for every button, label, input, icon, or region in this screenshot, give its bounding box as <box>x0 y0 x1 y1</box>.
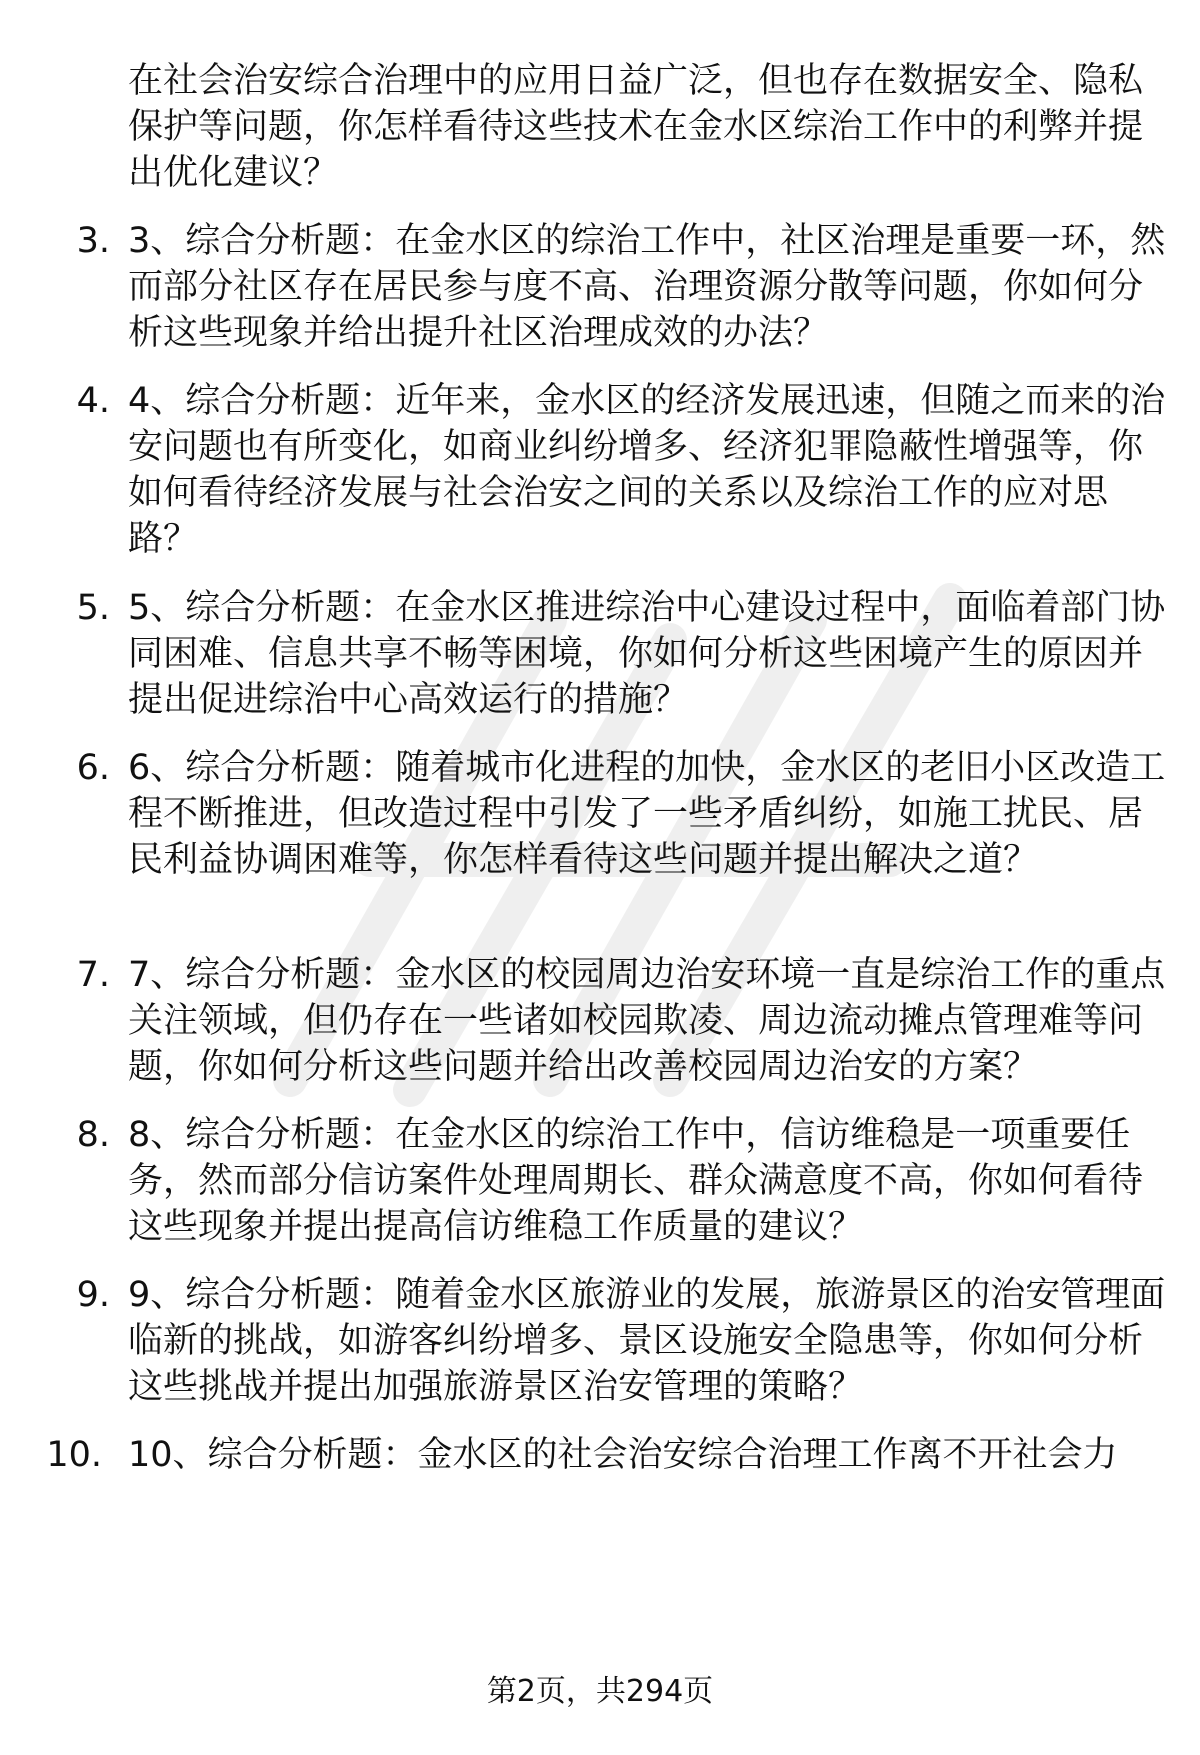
list-item-text: 8、综合分析题：在金水区的综治工作中，信访维稳是一项重要任务，然而部分信访案件处理周期长、群众满意度不高，你如何看待这些现象并提出提高信访维稳工作质量的建议？ <box>128 1115 1144 1247</box>
list-item-number: 6. <box>76 748 110 788</box>
list-item-number: 3. <box>76 221 110 261</box>
list-item-text: 7、综合分析题：金水区的校园周边治安环境一直是综治工作的重点关注领域，但仍存在一些诸如校园欺凌、周边流动摊点管理难等问题，你如何分析这些问题并给出改善校园周边治安的方案？ <box>128 955 1166 1087</box>
list-item-text: 6、综合分析题：随着城市化进程的加快，金水区的老旧小区改造工程不断推进，但改造过程中引发了一些矛盾纠纷，如施工扰民、居民利益协调困难等，你怎样看待这些问题并提出解决之道？ <box>128 748 1166 880</box>
list-item-number: 8. <box>76 1115 110 1155</box>
list-item-number: 10. <box>46 1435 102 1475</box>
list-item-number: 9. <box>76 1275 110 1315</box>
list-item-number: 7. <box>76 955 110 995</box>
list-item-text: 5、综合分析题：在金水区推进综治中心建设过程中，面临着部门协同困难、信息共享不畅等困境，你如何分析这些困境产生的原因并提出促进综治中心高效运行的措施？ <box>128 588 1166 720</box>
list-item-text: 4、综合分析题：近年来，金水区的经济发展迅速，但随之而来的治安问题也有所变化，如商业纠纷增多、经济犯罪隐蔽性增强等，你如何看待经济发展与社会治安之间的关系以及综治工作的应对思路？ <box>128 381 1166 559</box>
list-item-text: 10、综合分析题：金水区的社会治安综合治理工作离不开社会力 <box>128 1435 1118 1475</box>
list-item-text: 9、综合分析题：随着金水区旅游业的发展，旅游景区的治安管理面临新的挑战，如游客纠纷增多、景区设施安全隐患等，你如何分析这些挑战并提出加强旅游景区治安管理的策略？ <box>128 1275 1166 1407</box>
continuation-paragraph: 在社会治安综合治理中的应用日益广泛，但也存在数据安全、隐私保护等问题，你怎样看待这些技术在金水区综治工作中的利弊并提出优化建议？ <box>128 61 1144 193</box>
page-footer: 第2页，共294页 <box>486 1674 714 1709</box>
list-item-text: 3、综合分析题：在金水区的综治工作中，社区治理是重要一环，然而部分社区存在居民参与度不高、治理资源分散等问题，你如何分析这些现象并给出提升社区治理成效的办法？ <box>128 221 1166 353</box>
list-item-number: 5. <box>76 588 110 628</box>
list-item-number: 4. <box>76 381 110 421</box>
